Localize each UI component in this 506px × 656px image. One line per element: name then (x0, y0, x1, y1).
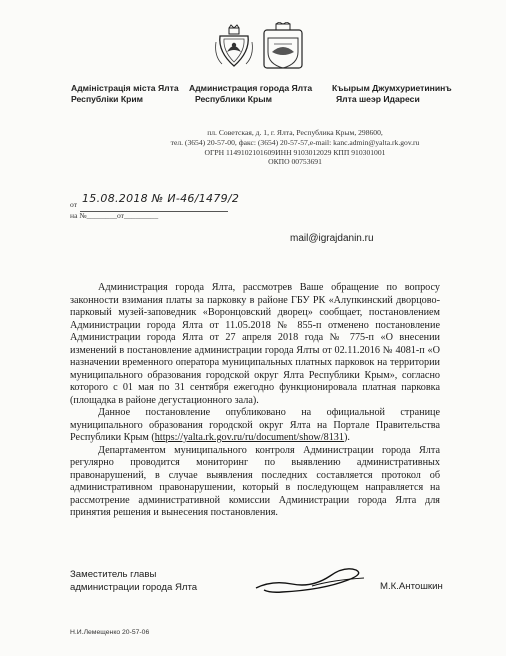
yalta-coat-of-arms-icon (264, 22, 302, 68)
body-paragraph-1: Администрация города Ялта, рассмотрев Ваше обращение по вопросу законности взимания платы за парковку в районе ГБУ РК «Алупкинский дворцово-парковый музей-заповедник «Воронцовский дворец» сообщает, постановлением Администрации города Ялта от 11.05.2018 № 855-п отменено постановление Администрации города Ялта от 27 апреля 2018 года № 775-п «О внесении изменений в постановление администрации города Ялты от 02.11.2016 № 4081-п «О назначении временного оператора муниципальных платных парковок на территории муниципального образования городской округ Ялта Республики Крым», согласно которого с 01 мая по 31 сентября ежегодно функционировала платная парковка (площадка в районе дегустационного зала). (70, 282, 440, 406)
coat-of-arms-emblems (214, 22, 306, 72)
signatory-title-line1: Заместитель главы (70, 569, 157, 580)
header-ukrainian-line1: Адміністрація міста Ялта (71, 83, 179, 93)
crimea-coat-of-arms-icon (216, 25, 253, 66)
header-crimean-tatar-line1: Къырым Джумхуриетининъ (332, 83, 452, 93)
registration-handwritten-number: 15.08.2018 № И-46/1479/2 (82, 192, 240, 205)
address-line: пл. Советская, д. 1, г. Ялта, Республика Крым, 298600, (207, 128, 383, 137)
document-link[interactable]: https://yalta.rk.gov.ru/ru/document/show/8131 (154, 432, 344, 443)
body-paragraph-2-text: Данное постановление опубликовано на официальной странице муниципального образования городской округ Ялта на Портале Правительства Республики Крым ( (70, 407, 440, 443)
body-paragraph-3: Департаментом муниципального контроля Администрации города Ялта регулярно проводится мониторинг по выявлению административных правонарушений, в случае выявления последних составляется протокол об административном правонарушении, который в последующем направляется на рассмотрение административной комиссии Администрации города Ялта для принятия решения и вынесения постановления. (70, 444, 440, 518)
header-ukrainian (71, 83, 179, 105)
header-russian (189, 83, 312, 105)
recipient-email: mail@igrajdanin.ru (290, 233, 374, 244)
contacts-line: тел. (3654) 20-57-00, факс: (3654) 20-57-57,e-mail: kanc.admin@yalta.rk.gov.ru (170, 137, 420, 147)
header-crimean-tatar-line2: Ялта шеэр Идареси (336, 94, 420, 104)
executor-info: Н.И.Лемещенко 20-57-06 (70, 629, 150, 636)
registration-from-prefix: от (70, 200, 78, 209)
body-paragraph-2 (70, 407, 440, 445)
header-russian-line1: Администрация города Ялта (189, 83, 313, 93)
ogrn-inn-kpp-line: ОГРН 1149102101609ИНН 9103012029 КПП 910301001 (204, 147, 386, 157)
header-russian-line2: Республики Крым (195, 94, 272, 104)
handwritten-signature (252, 558, 372, 598)
signatory-title (70, 568, 197, 594)
header-ukrainian-line2: Республіки Крим (71, 94, 143, 104)
address-block (150, 128, 440, 167)
body-paragraph-2-end: ). (343, 432, 350, 443)
signatory-title-line2: администрации города Ялта (70, 582, 198, 593)
header-crimean-tatar (332, 83, 452, 105)
okpo-line: ОКПО 00753691 (268, 157, 322, 167)
signatory-name: М.К.Антошкин (380, 581, 443, 592)
letter-body (70, 282, 440, 520)
registration-in-reply-to: на №________от_________ (70, 211, 159, 220)
